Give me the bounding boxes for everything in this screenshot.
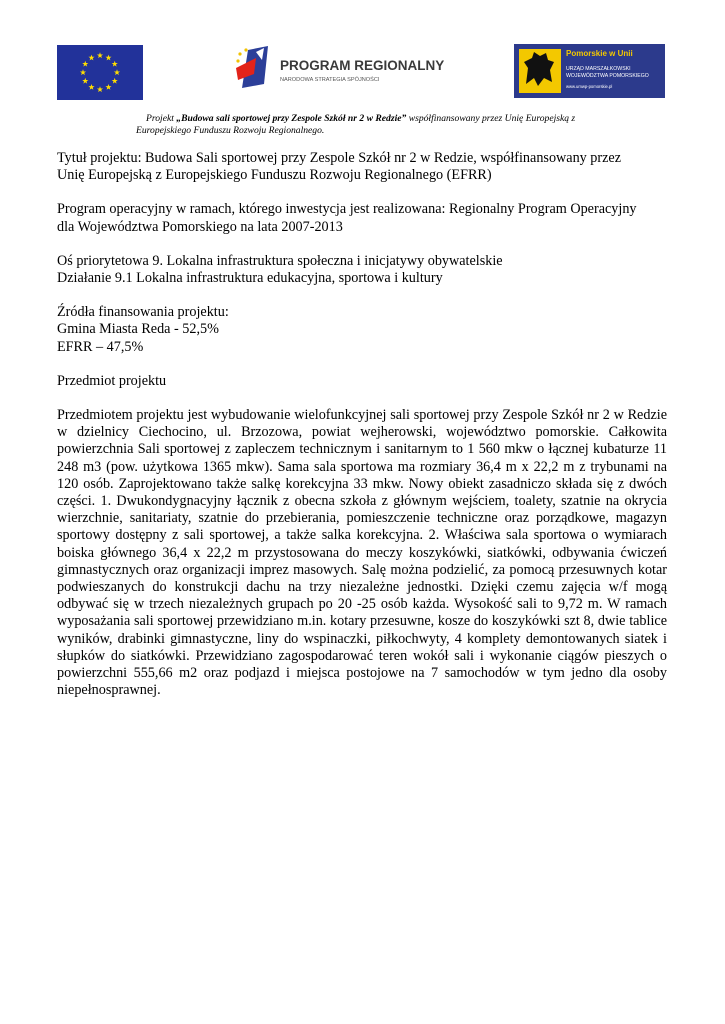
cofinancing-project-name: „Budowa sali sportowej przy Zespole Szkół nr 2 w Redzie” — [176, 113, 407, 124]
priority-action: Działanie 9.1 Lokalna infrastruktura edukacyjna, sportowa i kultury — [57, 270, 443, 287]
project-title-line-1: Tytuł projektu: Budowa Sali sportowej przy Zespole Szkół nr 2 w Redzie, współfinansowany przez — [57, 150, 622, 166]
priority-axis: Oś priorytetowa 9. Lokalna infrastruktura społeczna i inicjatywy obywatelskie — [57, 252, 503, 269]
program-regionalny-logo — [234, 44, 444, 94]
pomorskie-url: www.umwp-pomorskie.pl — [566, 84, 613, 89]
operational-program-line-1: Program operacyjny w ramach, którego inwestycja jest realizowana: Regionalny Program Operacyjny — [57, 201, 637, 218]
funding-heading: Źródła finansowania projektu: — [57, 304, 229, 321]
subject-heading: Przedmiot projektu — [57, 372, 167, 389]
cofinancing-prefix: Projekt — [146, 113, 177, 124]
document-body — [57, 150, 667, 699]
subject-description: Przedmiotem projektu jest wybudowanie wielofunkcyjnej sali sportowej przy Zespole Szkół nr 2 w Redzie w dzielnicy Ciechocino, ul. Brzozowa, powiat wejherowski, województwo pomorskie. Całkowita powierzchnia Sali sportowej z zapleczem technicznym i sanitarnym to 1 560 mkw o łącznej kubaturze 11 248 m3 (pow. użytkowa 1365 mkw). Sama sala sportowa ma rozmiary 36,4 m x 22,2 m z trybunami na 120 osób. Zaprojektowano także salkę korekcyjna 33 mkw. Nowy obiekt zasadniczo składa się z dwóch części. 1. Dwukondygnacyjny łącznik z obecna szkoła z głównym wejściem, toalety, szatnie na okrycia wierzchnie, sanitariaty, szatnie do przebierania, pomieszczenie techniczne oraz porządkowe, magazyn sportowy dostępny z sali sportowej, a także salka korekcyjna. 2. Właściwa sala sportowa o wymiarach boiska głównego 36,4 x 22,2 m przystosowana do meczy koszykówki, siatkówki, odbywania ćwiczeń gimnastycznych oraz organizacji imprez masowych. Salę można podzielić, za pomocą przesuwnych kotar podwieszanych do konstrukcji dachu na trzy niezależne jednostki. Dzięki czemu zajęcia w/f mogą odbywać się w trzech niezależnych grupach po 20 -25 osób każda. Wysokość sali to 9,72 m. W ramach wyposażania sali sportowej przewidziano m.in. kotary przesuwne, kosze do koszykówki szt 8, dwie tablice wyników, drabinki gimnastyczne, liny do wspinaczki, piłkochwyty, 4 komplety demontowanych siatek i słupków do siatkówki. Przewidziano zagospodarować teren wokół sali i wykonanie ciągów pieszych o powierzchni 555,66 m2 oraz podjazd i miejsca postojowe na 7 samochodów w tym jedno dla osoby niepełnosprawnej. — [57, 407, 667, 699]
pomorskie-title: Pomorskie w Unii — [566, 49, 633, 58]
program-logo-title: PROGRAM REGIONALNY — [280, 58, 444, 73]
cofinancing-note — [136, 113, 606, 137]
cofinancing-rest: współfinansowany przez Unię Europejską z Europejskiego Funduszu Rozwoju Regionalnego. — [136, 113, 576, 137]
program-logo-subtitle: NARODOWA STRATEGIA SPÓJNOŚCI — [280, 77, 380, 83]
pomorskie-w-unii-logo — [514, 44, 665, 98]
funding-item: EFRR – 47,5% — [57, 338, 144, 355]
eu-flag-logo — [57, 45, 143, 100]
pomorskie-line1: URZĄD MARSZAŁKOWSKI — [566, 66, 631, 72]
project-title-line-2: Unię Europejską z Europejskiego Funduszu Rozwoju Regionalnego (EFRR) — [57, 167, 492, 184]
pomorskie-line2: WOJEWÓDZTWA POMORSKIEGO — [566, 73, 649, 79]
funding-item: Gmina Miasta Reda - 52,5% — [57, 321, 219, 338]
operational-program-line-2: dla Województwa Pomorskiego na lata 2007-2013 — [57, 218, 343, 235]
